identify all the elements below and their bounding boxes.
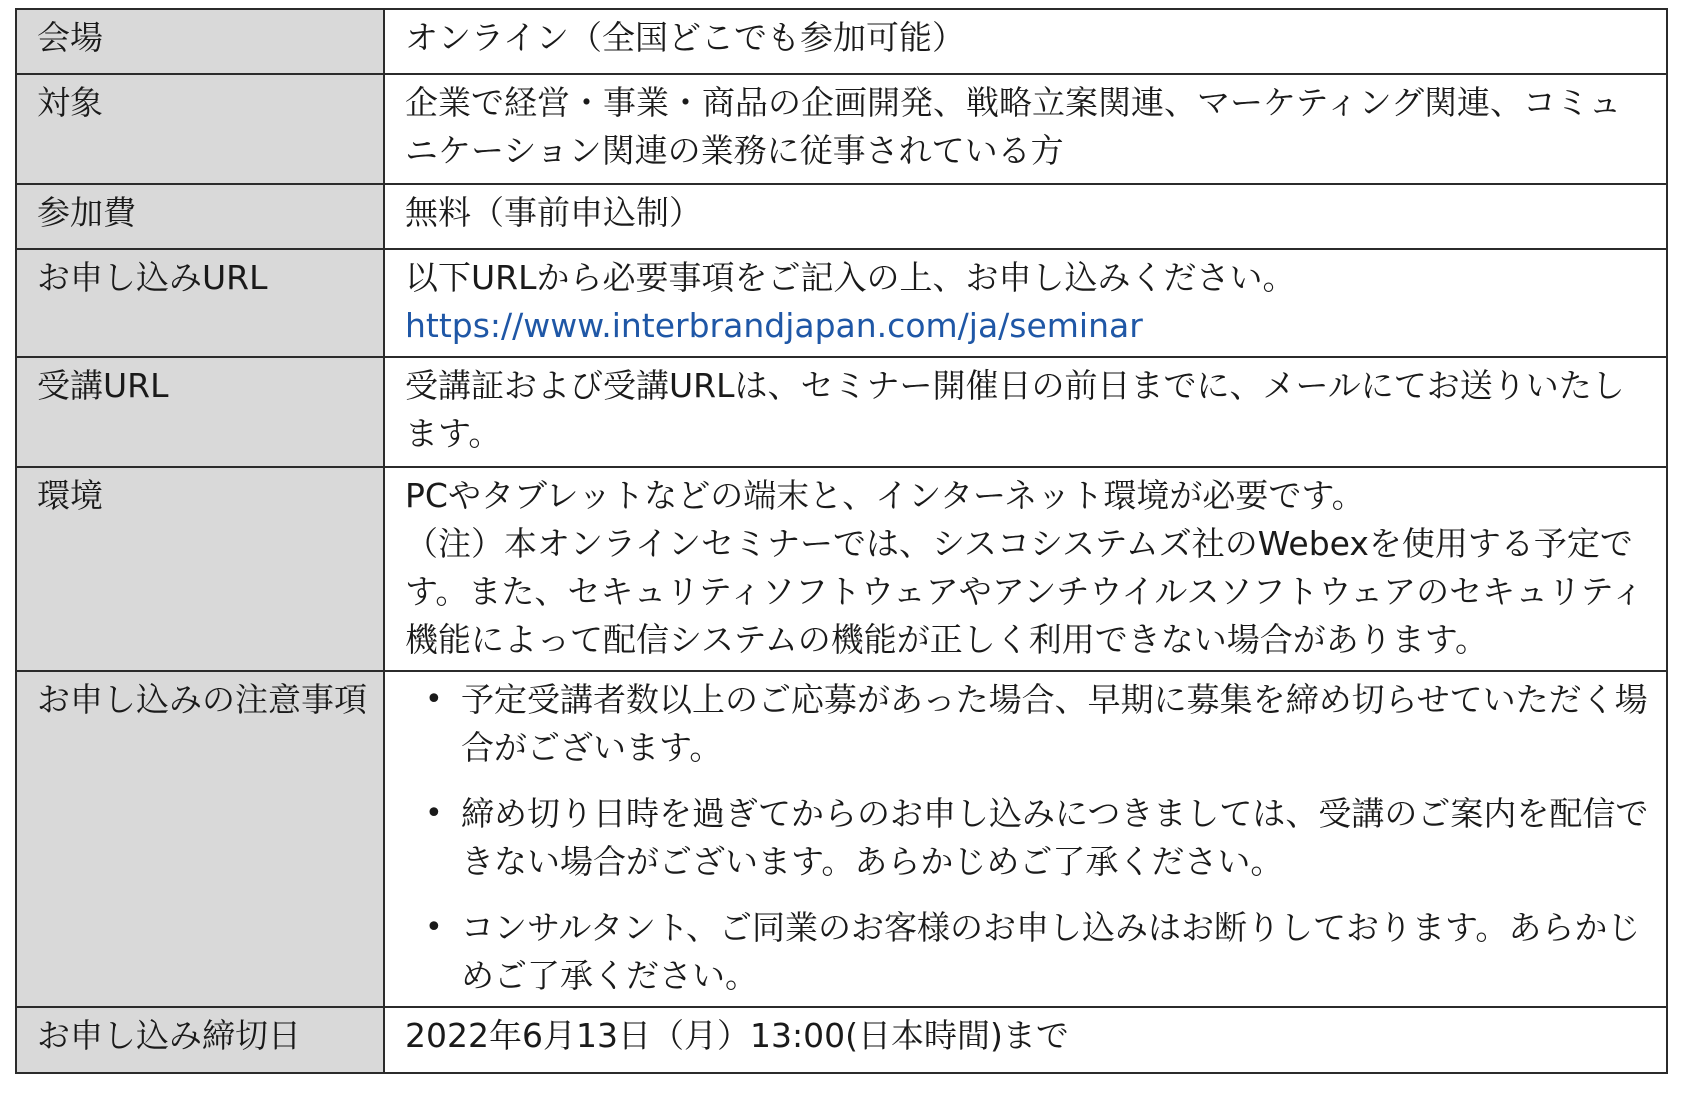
list-item	[405, 676, 1650, 772]
venue-value: オンライン（全国どこでも参加可能）	[384, 9, 1667, 74]
row-venue	[16, 9, 1667, 74]
environment-label: 環境	[16, 467, 384, 671]
bullet-icon: •	[425, 796, 443, 831]
seminar-link[interactable]: https://www.interbrandjapan.com/ja/seminar	[405, 306, 1143, 345]
row-attend-url	[16, 357, 1667, 467]
apply-url-instruction: 以下URLから必要事項をご記入の上、お申し込みください。	[405, 258, 1296, 297]
fee-label: 参加費	[16, 184, 384, 249]
fee-value: 無料（事前申込制）	[384, 184, 1667, 249]
environment-value	[384, 467, 1667, 671]
notes-list	[405, 676, 1650, 1000]
notes-label: お申し込みの注意事項	[16, 671, 384, 1007]
apply-url-value	[384, 249, 1667, 357]
deadline-label: お申し込み締切日	[16, 1007, 384, 1073]
attend-url-value: 受講証および受講URLは、セミナー開催日の前日までに、メールにてお送りいたします。	[384, 357, 1667, 467]
target-value: 企業で経営・事業・商品の企画開発、戦略立案関連、マーケティング関連、コミュニケーション関連の業務に従事されている方	[384, 74, 1667, 184]
note-text: 予定受講者数以上のご応募があった場合、早期に募集を締め切らせていただく場合がございます。	[461, 680, 1648, 767]
list-item	[405, 790, 1650, 886]
environment-requirement: PCやタブレットなどの端末と、インターネット環境が必要です。	[405, 476, 1365, 515]
environment-note: （注）本オンラインセミナーでは、シスコシステムズ社のWebexを使用する予定です。また、セキュリティソフトウェアやアンチウイルスソフトウェアのセキュリティ機能によって配信システムの機能が正しく利用できない場合があります。	[405, 524, 1644, 659]
row-fee	[16, 184, 1667, 249]
deadline-value: 2022年6月13日（月）13:00(日本時間)まで	[384, 1007, 1667, 1073]
list-item	[405, 904, 1650, 1000]
seminar-info-table	[15, 8, 1668, 1074]
bullet-icon: •	[425, 682, 443, 717]
target-label: 対象	[16, 74, 384, 184]
bullet-icon: •	[425, 910, 443, 945]
notes-value	[384, 671, 1667, 1007]
attend-url-label: 受講URL	[16, 357, 384, 467]
seminar-info-sheet	[15, 8, 1668, 1074]
row-environment	[16, 467, 1667, 671]
row-target	[16, 74, 1667, 184]
venue-label: 会場	[16, 9, 384, 74]
apply-url-label: お申し込みURL	[16, 249, 384, 357]
note-text: 締め切り日時を過ぎてからのお申し込みにつきましては、受講のご案内を配信できない場合がございます。あらかじめご了承ください。	[461, 794, 1649, 881]
row-deadline	[16, 1007, 1667, 1073]
row-notes	[16, 671, 1667, 1007]
row-apply-url	[16, 249, 1667, 357]
note-text: コンサルタント、ご同業のお客様のお申し込みはお断りしております。あらかじめご了承ください。	[461, 908, 1641, 995]
